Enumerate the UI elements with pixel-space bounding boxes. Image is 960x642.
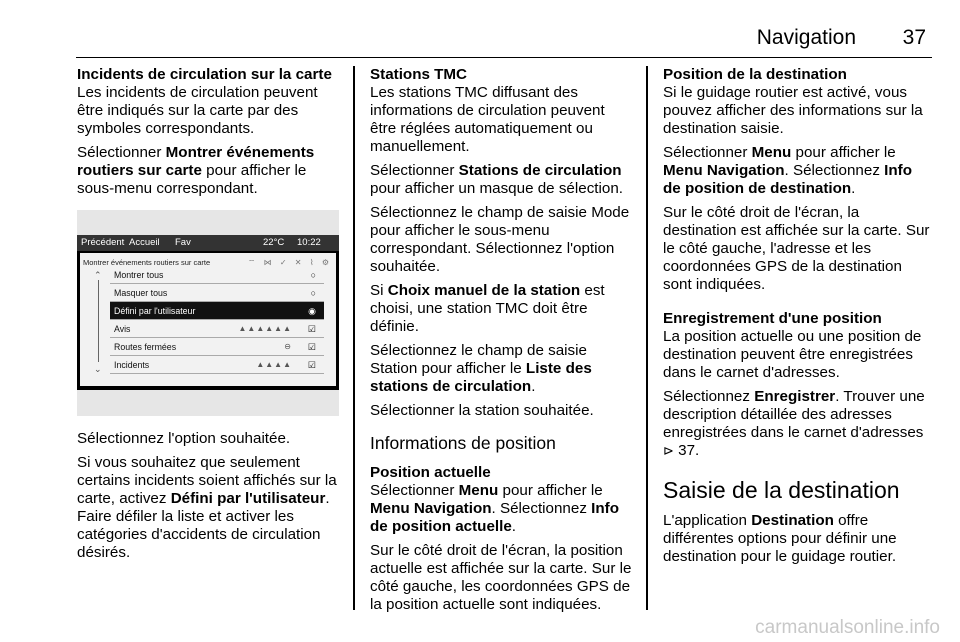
paragraph: Sélectionnez le champ de saisie Mode pour afficher le sous-menu correspondant. Sélectionnez l'option souhaitée.: [370, 204, 630, 275]
fav-button[interactable]: Fav: [175, 237, 191, 248]
heading-position-info: Informations de position: [370, 433, 556, 453]
list-item[interactable]: Avis ▲▲▲▲▲▲ ☑: [110, 320, 324, 338]
clock: 10:22: [297, 237, 321, 248]
paragraph: Sélectionner Montrer événements routiers sur carte pour afficher le sous-menu correspondant.: [77, 144, 315, 197]
radio-selected-icon: ◉: [308, 306, 316, 316]
list-item[interactable]: Montrer tous ○: [110, 266, 324, 284]
warning-icon: ▲▲▲▲: [256, 360, 292, 369]
screen-top-bar: [77, 235, 339, 251]
status-icons: ⌔ ⋈ ✓ ✕ ⌇ ⚙: [247, 258, 332, 267]
list-item[interactable]: Incidents ▲▲▲▲ ☑: [110, 356, 324, 374]
paragraph: Si le guidage routier est activé, vous pouvez afficher des informations sur la destination saisie.: [663, 84, 923, 137]
scroll-track: [98, 280, 99, 362]
option-list: [110, 266, 324, 374]
paragraph: Sélectionner Stations de circulation pour afficher un masque de sélection.: [370, 162, 624, 197]
list-item[interactable]: Masquer tous ○: [110, 284, 324, 302]
paragraph: Sélectionner Menu pour afficher le Menu Navigation. Sélectionnez Info de position actuelle.: [370, 482, 619, 535]
paragraph: Sélectionnez Enregistrer. Trouver une description détaillée des adresses enregistrées dans le carnet d'adresses ⊳ 37.: [663, 388, 925, 459]
radio-icon: ○: [310, 270, 316, 280]
paragraph: Si Choix manuel de la station est choisi, une station TMC doit être définie.: [370, 282, 605, 335]
section-title: Navigation: [756, 26, 856, 49]
list-item[interactable]: Routes fermées ⊖ ☑: [110, 338, 324, 356]
heading-destination-input: Saisie de la destination: [663, 477, 900, 503]
back-button[interactable]: Précédent: [81, 237, 125, 248]
no-entry-icon: ⊖: [284, 342, 292, 351]
watermark: carmanualsonline.info: [755, 617, 940, 638]
paragraph: La position actuelle ou une position de destination peuvent être enregistrées dans le carnet d'adresses.: [663, 328, 922, 381]
page-reference-arrow-icon: ⊳: [663, 443, 674, 458]
scroll-up-icon[interactable]: ⌃: [94, 270, 102, 280]
checkbox-icon: ☑: [307, 342, 316, 352]
paragraph: Sur le côté droit de l'écran, la destination est affichée sur la carte. Sur le côté gauche, l'adresse et les coordonnées GPS de la destination sont indiquées.: [663, 204, 930, 293]
menu-panel: [80, 253, 336, 386]
paragraph: Sélectionner Menu pour afficher le Menu Navigation. Sélectionnez Info de position de destination.: [663, 144, 912, 197]
checkbox-icon: ☑: [307, 324, 316, 334]
scroll-down-icon[interactable]: ⌄: [94, 364, 102, 374]
heading-current-position: Position actuelle: [370, 464, 491, 481]
paragraph: Les stations TMC diffusant des informations de circulation peuvent être réglées automatiquement ou manuellement.: [370, 84, 605, 155]
heading-save-position: Enregistrement d'une position: [663, 310, 882, 327]
paragraph: Sur le côté droit de l'écran, la position actuelle est affichée sur la carte. Sur le côté gauche, les coordonnées GPS de la position actuelle sont indiquées.: [370, 542, 632, 613]
heading-destination-position: Position de la destination: [663, 66, 847, 83]
scrollbar[interactable]: [94, 266, 104, 378]
column-divider: [646, 66, 648, 610]
paragraph: Sélectionner la station souhaitée.: [370, 402, 594, 419]
warning-icon: ▲▲▲▲▲▲: [238, 324, 292, 333]
radio-icon: ○: [310, 288, 316, 298]
heading-tmc: Stations TMC: [370, 66, 468, 83]
temperature: 22°C: [263, 237, 285, 248]
infotainment-screenshot: [77, 210, 339, 416]
column-3: [663, 66, 933, 572]
home-button[interactable]: Accueil: [129, 237, 160, 248]
page-header: [76, 22, 932, 58]
screen: [77, 235, 339, 390]
column-2: [370, 66, 634, 620]
panel-title: Montrer événements routiers sur carte: [83, 258, 211, 267]
column-divider: [353, 66, 355, 610]
checkbox-icon: ☑: [307, 360, 316, 370]
paragraph: L'application Destination offre différentes options pour définir une destination pour le guidage routier.: [663, 512, 897, 565]
paragraph: Les incidents de circulation peuvent être indiqués sur la carte par des symboles correspondants.: [77, 84, 318, 137]
paragraph: Sélectionnez le champ de saisie Station pour afficher le Liste des stations de circulation.: [370, 342, 592, 395]
paragraph: Sélectionnez l'option souhaitée.: [77, 430, 291, 447]
heading-incidents: Incidents de circulation sur la carte: [77, 66, 332, 83]
page-number: 37: [902, 26, 926, 49]
column-1: [77, 66, 339, 568]
paragraph: Si vous souhaitez que seulement certains incidents soient affichés sur la carte, activez Défini par l'utilisateur. Faire défiler la liste et activer les catégories d'accidents de circulation désirés.: [77, 454, 337, 561]
list-item-selected[interactable]: Défini par l'utilisateur ◉: [110, 302, 324, 320]
